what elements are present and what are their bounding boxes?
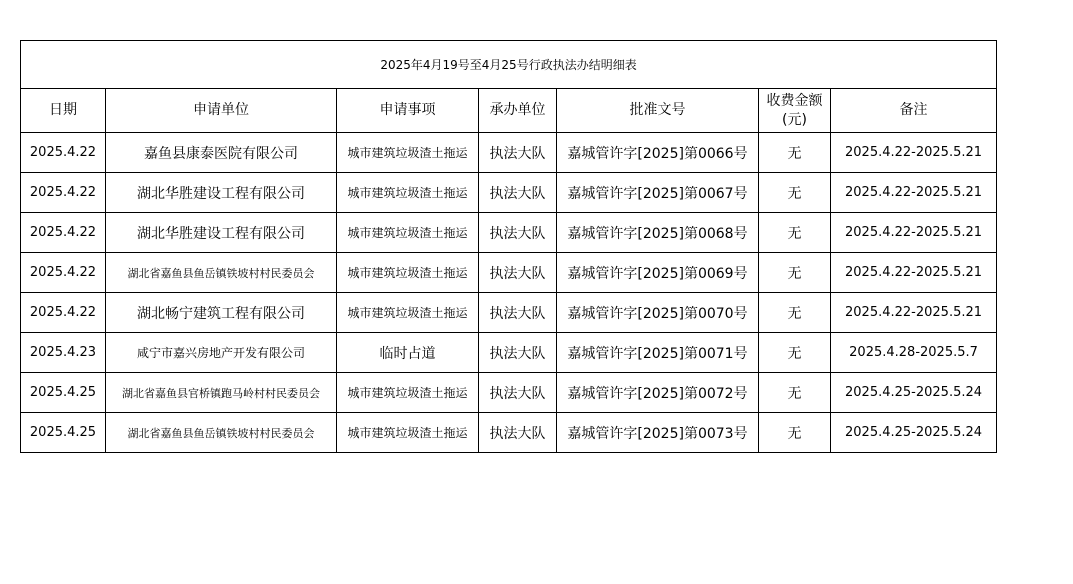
cell-fee: 无 [759,413,831,453]
cell-date: 2025.4.22 [21,293,106,333]
cell-handler: 执法大队 [479,293,557,333]
cell-fee: 无 [759,293,831,333]
cell-handler: 执法大队 [479,133,557,173]
cell-handler: 执法大队 [479,373,557,413]
cell-item: 城市建筑垃圾渣土拖运 [337,133,479,173]
table-row [21,373,997,413]
header-permit: 批准文号 [557,89,759,133]
cell-fee: 无 [759,333,831,373]
header-row [21,89,997,133]
cell-handler: 执法大队 [479,333,557,373]
table-title: 2025年4月19号至4月25号行政执法办结明细表 [21,41,997,89]
title-row [21,41,997,89]
cell-date: 2025.4.22 [21,173,106,213]
table-row [21,293,997,333]
cell-applicant: 湖北省嘉鱼县鱼岳镇铁坡村村民委员会 [106,413,337,453]
table-row [21,333,997,373]
cell-applicant: 湖北畅宁建筑工程有限公司 [106,293,337,333]
cell-date: 2025.4.22 [21,253,106,293]
cell-permit: 嘉城管许字[2025]第0066号 [557,133,759,173]
cell-note: 2025.4.22-2025.5.21 [831,213,997,253]
enforcement-table [20,40,997,453]
cell-applicant: 湖北省嘉鱼县鱼岳镇铁坡村村民委员会 [106,253,337,293]
table-row [21,253,997,293]
header-note: 备注 [831,89,997,133]
cell-item: 城市建筑垃圾渣土拖运 [337,373,479,413]
cell-item: 城市建筑垃圾渣土拖运 [337,213,479,253]
table-row [21,133,997,173]
header-handler: 承办单位 [479,89,557,133]
header-fee: 收费金额(元) [759,89,831,133]
cell-item: 城市建筑垃圾渣土拖运 [337,253,479,293]
cell-note: 2025.4.22-2025.5.21 [831,133,997,173]
cell-date: 2025.4.25 [21,373,106,413]
cell-note: 2025.4.25-2025.5.24 [831,373,997,413]
table-row [21,213,997,253]
cell-note: 2025.4.22-2025.5.21 [831,173,997,213]
cell-fee: 无 [759,253,831,293]
cell-fee: 无 [759,213,831,253]
cell-applicant: 湖北华胜建设工程有限公司 [106,213,337,253]
cell-item: 城市建筑垃圾渣土拖运 [337,173,479,213]
header-date: 日期 [21,89,106,133]
cell-handler: 执法大队 [479,253,557,293]
cell-date: 2025.4.25 [21,413,106,453]
cell-item: 临时占道 [337,333,479,373]
cell-permit: 嘉城管许字[2025]第0072号 [557,373,759,413]
cell-date: 2025.4.23 [21,333,106,373]
cell-handler: 执法大队 [479,413,557,453]
header-applicant: 申请单位 [106,89,337,133]
cell-applicant: 湖北华胜建设工程有限公司 [106,173,337,213]
cell-permit: 嘉城管许字[2025]第0070号 [557,293,759,333]
cell-date: 2025.4.22 [21,213,106,253]
cell-permit: 嘉城管许字[2025]第0071号 [557,333,759,373]
cell-note: 2025.4.25-2025.5.24 [831,413,997,453]
table-row [21,413,997,453]
cell-note: 2025.4.22-2025.5.21 [831,253,997,293]
cell-applicant: 咸宁市嘉兴房地产开发有限公司 [106,333,337,373]
cell-applicant: 嘉鱼县康泰医院有限公司 [106,133,337,173]
cell-permit: 嘉城管许字[2025]第0073号 [557,413,759,453]
cell-permit: 嘉城管许字[2025]第0069号 [557,253,759,293]
table-row [21,173,997,213]
cell-fee: 无 [759,373,831,413]
cell-item: 城市建筑垃圾渣土拖运 [337,413,479,453]
cell-item: 城市建筑垃圾渣土拖运 [337,293,479,333]
cell-handler: 执法大队 [479,213,557,253]
cell-permit: 嘉城管许字[2025]第0067号 [557,173,759,213]
cell-note: 2025.4.28-2025.5.7 [831,333,997,373]
cell-date: 2025.4.22 [21,133,106,173]
cell-fee: 无 [759,173,831,213]
cell-handler: 执法大队 [479,173,557,213]
cell-permit: 嘉城管许字[2025]第0068号 [557,213,759,253]
cell-applicant: 湖北省嘉鱼县官桥镇跑马岭村村民委员会 [106,373,337,413]
header-item: 申请事项 [337,89,479,133]
cell-note: 2025.4.22-2025.5.21 [831,293,997,333]
cell-fee: 无 [759,133,831,173]
